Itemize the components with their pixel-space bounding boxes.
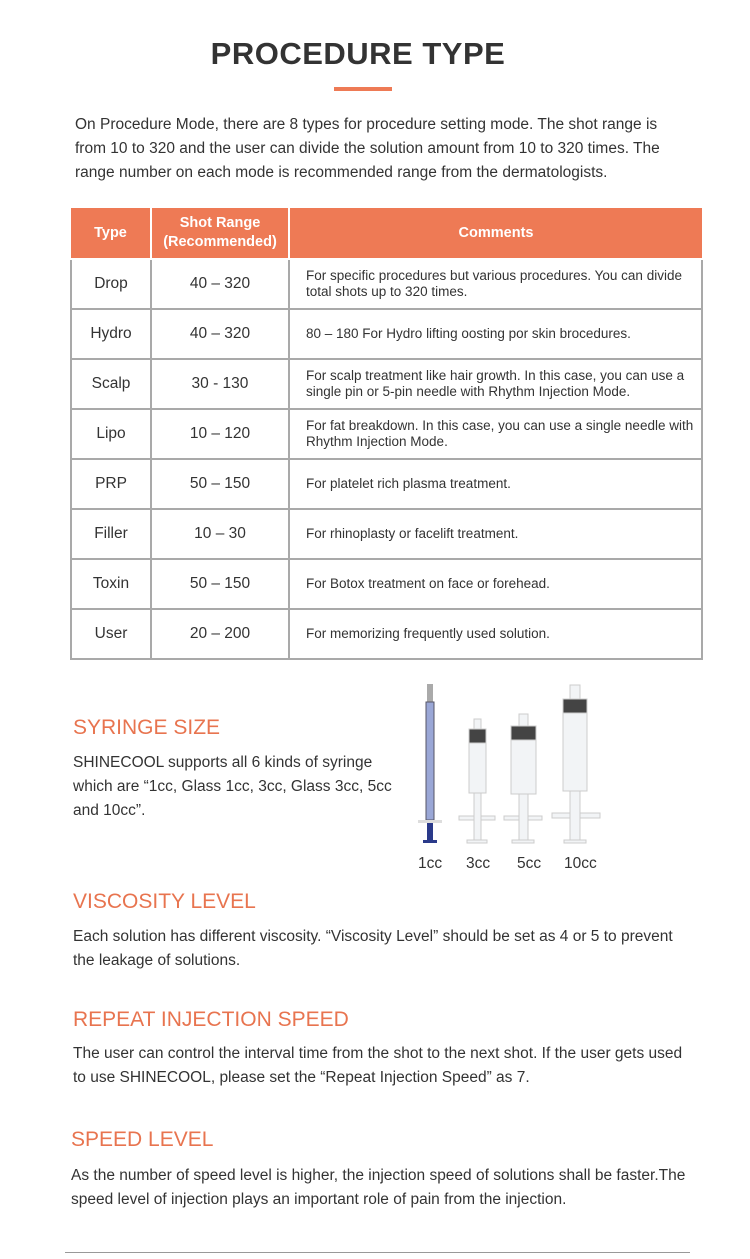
- comment-cell: For Botox treatment on face or forehead.: [289, 559, 702, 609]
- procedure-table: [70, 208, 703, 660]
- table-row: [71, 259, 702, 309]
- page-title: PROCEDURE TYPE: [210, 36, 506, 71]
- syringe-text: SHINECOOL supports all 6 kinds of syringe which are “1cc, Glass 1cc, 3cc, Glass 3cc, 5cc and 10cc”.: [73, 754, 392, 819]
- range-cell: 10 – 120: [151, 409, 289, 459]
- range-cell: 50 – 150: [151, 559, 289, 609]
- comment-cell: For scalp treatment like hair growth. In this case, you can use a single pin or 5-pin needle with Rhythm Injection Mode.: [289, 359, 702, 409]
- comment-cell: For memorizing frequently used solution.: [289, 609, 702, 659]
- range-cell: 20 – 200: [151, 609, 289, 659]
- header-type: Type: [71, 208, 151, 259]
- type-cell: PRP: [71, 459, 151, 509]
- speed-text: As the number of speed level is higher, the injection speed of solutions shall be faster.The speed level of injection plays an important role of pain from the injection.: [71, 1167, 686, 1208]
- header-shot-range: Shot Range (Recommended): [151, 208, 289, 259]
- table-row: [71, 459, 702, 509]
- table-row: [71, 609, 702, 659]
- repeat-heading: REPEAT INJECTION SPEED: [73, 1008, 349, 1031]
- intro-text: On Procedure Mode, there are 8 types for procedure setting mode. The shot range is from 10 to 320 and the user can divide the solution amount from 10 to 320 times. The range number on each mode is recommended range from the dermatologists.: [75, 116, 660, 181]
- syringe-image: [400, 680, 610, 850]
- syringe-1cc: [418, 684, 442, 843]
- syringe-5cc: [504, 714, 542, 843]
- label-3cc: 3cc: [466, 855, 491, 872]
- comment-cell: For platelet rich plasma treatment.: [289, 459, 702, 509]
- type-cell: Drop: [71, 259, 151, 309]
- type-cell: Toxin: [71, 559, 151, 609]
- range-cell: 10 – 30: [151, 509, 289, 559]
- bottom-divider: [65, 1252, 690, 1253]
- comment-cell: For fat breakdown. In this case, you can use a single needle with Rhythm Injection Mode.: [289, 409, 702, 459]
- type-cell: Filler: [71, 509, 151, 559]
- syringe-3cc: [459, 719, 495, 843]
- table-row: [71, 309, 702, 359]
- range-cell: 40 – 320: [151, 259, 289, 309]
- range-cell: 30 - 130: [151, 359, 289, 409]
- type-cell: Lipo: [71, 409, 151, 459]
- repeat-text: The user can control the interval time from the shot to the next shot. If the user gets used to use SHINECOOL, please set the “Repeat Injection Speed” as 7.: [73, 1045, 683, 1086]
- comment-cell: For specific procedures but various procedures. You can divide total shots up to 320 times.: [289, 259, 702, 309]
- table-row: [71, 509, 702, 559]
- viscosity-heading: VISCOSITY LEVEL: [73, 890, 256, 913]
- header-comments: Comments: [289, 208, 702, 259]
- table-row: [71, 359, 702, 409]
- speed-heading: SPEED LEVEL: [71, 1128, 214, 1151]
- type-cell: Scalp: [71, 359, 151, 409]
- type-cell: Hydro: [71, 309, 151, 359]
- label-1cc: 1cc: [418, 855, 443, 872]
- table-row: [71, 559, 702, 609]
- comment-cell: 80 – 180 For Hydro lifting oosting por skin brocedures.: [289, 309, 702, 359]
- syringe-heading: SYRINGE SIZE: [73, 716, 221, 739]
- range-cell: 40 – 320: [151, 309, 289, 359]
- comment-cell: For rhinoplasty or facelift treatment.: [289, 509, 702, 559]
- syringe-10cc: [552, 685, 600, 843]
- label-5cc: 5cc: [517, 855, 542, 872]
- syringes-illustration: [400, 680, 610, 850]
- type-cell: User: [71, 609, 151, 659]
- range-cell: 50 – 150: [151, 459, 289, 509]
- viscosity-text: Each solution has different viscosity. “Viscosity Level” should be set as 4 or 5 to prevent the leakage of solutions.: [73, 928, 673, 969]
- label-10cc: 10cc: [564, 855, 597, 872]
- table-row: [71, 409, 702, 459]
- title-underline: [334, 87, 392, 91]
